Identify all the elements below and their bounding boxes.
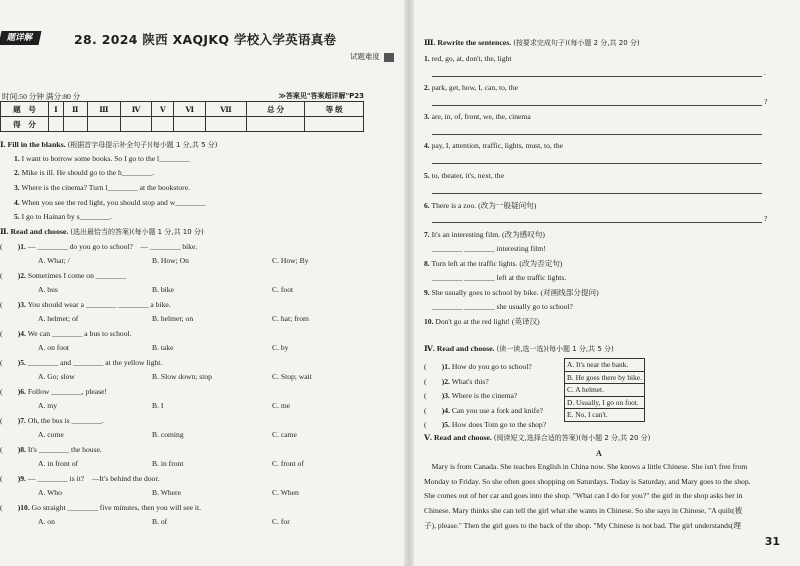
match-answer-row <box>565 384 645 397</box>
item-number: 6. <box>424 201 430 210</box>
match-question <box>424 376 489 387</box>
score-entry[interactable] <box>49 117 64 132</box>
mcq-question <box>0 502 201 513</box>
item-number: 2. <box>14 168 20 177</box>
answer-line[interactable] <box>432 193 762 194</box>
mcq-question <box>0 241 197 252</box>
passage-label: A <box>596 449 602 458</box>
mcq-question <box>0 415 104 426</box>
fill-item-2 <box>14 168 154 177</box>
answer-paren[interactable]: ( <box>0 503 18 512</box>
item-number: 2. <box>424 83 430 92</box>
item-text: to, theater, it's, next, the <box>431 171 504 180</box>
item-text: are, in, of, front, we, the, cinema <box>431 112 531 121</box>
mcq-option-a[interactable]: A. on <box>38 517 55 526</box>
item-number: )4. <box>441 405 450 415</box>
answer-paren[interactable]: ( <box>0 387 18 396</box>
answer-paren[interactable]: ( <box>0 271 18 280</box>
mcq-option-c[interactable]: C. by <box>272 343 289 352</box>
mcq-question <box>0 473 159 484</box>
item-text: Where is the cinema? Turn l________ at the bookstore. <box>21 183 190 192</box>
item-number: )5. <box>17 358 26 367</box>
answer-paren[interactable]: ( <box>0 416 18 425</box>
passage-line: Chinese. Mary thinks she can tell the girl what she wants in Chinese. So she says in Chinese, "A quilt(被 <box>424 506 743 516</box>
item-text: How do you go to school? <box>451 362 532 371</box>
answer-paren[interactable]: ( <box>424 405 442 415</box>
item-text: I go to Hainan by s________. <box>21 212 112 221</box>
answer-paren[interactable]: ( <box>424 420 442 430</box>
item-text: Mike is ill. He should go to the h________. <box>21 168 155 177</box>
item-number: 5. <box>14 212 20 221</box>
sentence-end-mark: ? <box>764 97 768 106</box>
mcq-option-c[interactable]: C. Stop; wait <box>272 372 312 381</box>
mcq-option-b[interactable]: B. take <box>152 343 174 352</box>
sentence-end-mark: . <box>764 68 766 77</box>
section-1-title: Ⅰ. Fill in the blanks. <box>0 140 66 149</box>
section-2-title: Ⅱ. Read and choose. <box>0 227 69 236</box>
score-table-score-row <box>1 117 364 132</box>
section-2-heading <box>0 227 204 237</box>
item-text: What's this? <box>451 376 489 386</box>
answer-paren[interactable]: ( <box>0 329 18 338</box>
match-question <box>424 405 543 416</box>
time-limit: 时间:50 分钟 <box>2 92 44 101</box>
match-answer: B. He goes there by bike. <box>565 371 645 384</box>
score-entry[interactable] <box>205 117 246 132</box>
item-text: Sometimes I come on ________ <box>27 271 127 280</box>
mcq-option-b[interactable]: B. bike <box>152 285 174 294</box>
match-question <box>424 419 546 430</box>
item-number: )4. <box>17 329 26 338</box>
answer-paren[interactable]: ( <box>0 242 18 251</box>
mcq-question <box>0 357 162 368</box>
item-text: — ________ is it? —It's behind the door. <box>27 474 160 483</box>
rewrite-item <box>424 287 599 298</box>
item-number: )1. <box>17 242 26 251</box>
rewrite-item <box>424 83 518 92</box>
mcq-option-b[interactable]: B. in front <box>152 459 184 468</box>
mcq-option-a[interactable]: A. come <box>38 430 64 439</box>
score-entry[interactable] <box>87 117 120 132</box>
section-5-instructions: (阅读短文,选择合适的答案)(每小题 2 分,共 20 分) <box>493 434 651 442</box>
item-number: 3. <box>424 112 430 121</box>
score-row-label: 得 分 <box>1 117 49 132</box>
item-text: She usually goes to school by bike. (对画线部分提问) <box>431 288 599 297</box>
brand-logo: 题详解 <box>0 31 41 45</box>
reading-passage <box>424 460 780 534</box>
answer-paren[interactable]: ( <box>0 474 18 483</box>
mcq-option-c[interactable]: C. hat; from <box>272 314 309 323</box>
fill-item-5 <box>14 212 112 221</box>
mcq-option-b[interactable]: B. Where <box>152 488 181 497</box>
mcq-option-c[interactable]: C. When <box>272 488 299 497</box>
item-number: )7. <box>17 416 26 425</box>
item-number: )3. <box>17 300 26 309</box>
answer-line[interactable] <box>432 222 762 223</box>
item-text: Go straight ________ five minutes, then you will see it. <box>31 503 202 512</box>
section-1-instructions: (根据首字母提示补全句子)(每小题 1 分,共 5 分) <box>67 141 218 149</box>
score-entry[interactable] <box>246 117 305 132</box>
score-entry[interactable] <box>152 117 174 132</box>
score-cell: Ⅵ <box>174 102 206 117</box>
passage-line: Mary is from Canada. She teaches English in China now. She knows a little Chinese. She isn't free from <box>424 462 748 471</box>
score-table-header-row <box>1 102 364 117</box>
item-text: red, go, at, don't, the, light <box>431 54 512 63</box>
item-text: Oh, the bus is ________. <box>27 416 104 425</box>
answer-reference: ≫答案见"答案超详解"P23 <box>278 92 364 100</box>
match-answer: A. It's near the bank. <box>565 359 645 372</box>
passage-line: Monday to Friday. So she often goes shopping on Saturdays. Today is Saturday, and Mary goes to the shop. <box>424 476 751 486</box>
mcq-option-a[interactable]: A. bus <box>38 285 58 294</box>
mcq-option-b[interactable]: B. of <box>152 517 168 526</box>
rewrite-blank-sentence[interactable]: ________ ________ she usually go to school? <box>432 302 573 311</box>
item-text: You should wear a ________ ________ a bike. <box>27 300 171 309</box>
match-answer: E. No, I can't. <box>565 409 645 422</box>
item-text: When you see the red light, you should stop and w________ <box>21 198 206 207</box>
score-entry[interactable] <box>120 117 151 132</box>
mcq-option-b[interactable]: B. helmet; on <box>152 314 194 323</box>
answer-line[interactable] <box>432 105 762 106</box>
section-4-instructions: (读一读,选一选)(每小题 1 分,共 5 分) <box>496 345 614 353</box>
score-cell: Ⅶ <box>205 102 246 117</box>
score-cell: Ⅴ <box>152 102 174 117</box>
match-answer: D. Usually, I go on foot. <box>565 396 645 409</box>
answer-paren[interactable]: ( <box>424 391 442 401</box>
mcq-option-a[interactable]: A. Who <box>38 488 62 497</box>
score-cell: Ⅰ <box>49 102 64 117</box>
item-text: Can you use a fork and knife? <box>451 405 543 415</box>
answer-paren[interactable]: ( <box>0 445 18 454</box>
mcq-option-a[interactable]: A. on foot <box>38 343 70 352</box>
difficulty-label: 试题难度 <box>350 52 380 61</box>
score-cell: Ⅲ <box>87 102 120 117</box>
difficulty-icon <box>384 53 394 62</box>
mcq-option-b[interactable]: B. I <box>152 401 164 410</box>
mcq-question <box>0 270 126 281</box>
passage-line: 子), please." Then the girl goes to the back of the shop. "My Chinese is not bad. The girl understands(理 <box>424 520 741 530</box>
mcq-option-c[interactable]: C. me <box>272 401 291 410</box>
item-number: )10. <box>17 503 30 512</box>
item-number: 7. <box>424 230 430 239</box>
passage-line: She comes out of her car and goes into the shop. "What can I do for you?" the girl in the shop asks her in <box>424 491 743 501</box>
section-5-heading <box>424 433 650 443</box>
match-question <box>424 361 532 372</box>
item-number: )9. <box>17 474 26 483</box>
item-number: )1. <box>441 362 450 371</box>
score-entry[interactable] <box>305 117 364 132</box>
mcq-option-b[interactable]: B. How; On <box>152 256 189 265</box>
mcq-option-b[interactable]: B. coming <box>152 430 184 439</box>
item-number: )6. <box>17 387 26 396</box>
item-text: It's an interesting film. (改为感叹句) <box>431 230 545 239</box>
item-text: — ________ do you go to school? — ________ bike. <box>27 242 198 251</box>
item-text: It's ________ the house. <box>27 445 102 454</box>
item-text: Where is the cinema? <box>451 391 518 401</box>
item-number: 1. <box>14 154 20 163</box>
score-cell: 总 分 <box>246 102 305 117</box>
match-answer-row <box>565 359 645 372</box>
answer-paren[interactable]: ( <box>0 358 18 367</box>
rewrite-item <box>424 141 563 150</box>
score-cell: 题 号 <box>1 102 49 117</box>
fill-item-3 <box>14 183 190 192</box>
section-3-title: Ⅲ. Rewrite the sentences. <box>424 38 512 47</box>
match-question <box>424 390 517 401</box>
item-text: There is a zoo. (改为一般疑问句) <box>431 201 537 210</box>
fill-item-4 <box>14 198 206 207</box>
item-number: 8. <box>424 259 430 268</box>
item-number: 4. <box>14 198 20 207</box>
mcq-option-a[interactable]: A. Go; slow <box>38 372 75 381</box>
item-number: )8. <box>17 445 26 454</box>
match-answer: C. A helmet. <box>565 384 645 397</box>
mcq-option-a[interactable]: A. helmet; of <box>38 314 79 323</box>
item-text: How does Tom go to the shop? <box>451 420 547 430</box>
page-spine <box>404 0 414 566</box>
item-number: 9. <box>424 288 430 297</box>
match-answer-row <box>565 371 645 384</box>
mcq-question <box>0 444 102 455</box>
mcq-option-c[interactable]: C. for <box>272 517 290 526</box>
rewrite-item <box>424 316 540 327</box>
item-number: 1. <box>424 54 430 63</box>
rewrite-item <box>424 200 536 211</box>
rewrite-item <box>424 54 511 63</box>
match-answer-table <box>564 358 645 422</box>
rewrite-item <box>424 112 531 121</box>
score-cell: Ⅱ <box>63 102 87 117</box>
score-cell: 等 级 <box>305 102 364 117</box>
item-text: I want to borrow some books. So I go to the l________ <box>21 154 190 163</box>
item-text: Don't go at the red light! (英译汉) <box>435 317 540 326</box>
page-number: 31 <box>764 535 780 548</box>
sentence-end-mark: ? <box>764 214 768 223</box>
mcq-option-a[interactable]: A. my <box>38 401 57 410</box>
mcq-option-b[interactable]: B. Slow down; stop <box>152 372 212 381</box>
page-title: 28. 2024 陕西 XAQJKQ 学校入学英语真卷 <box>74 32 337 47</box>
item-number: )2. <box>441 376 450 386</box>
item-text: ________ and ________ at the yellow light. <box>27 358 163 367</box>
mcq-option-c[interactable]: C. front of <box>272 459 304 468</box>
item-number: 4. <box>424 141 430 150</box>
item-number: )3. <box>441 391 450 401</box>
rewrite-item <box>424 171 504 180</box>
mcq-option-a[interactable]: A. in front of <box>38 459 79 468</box>
difficulty-rating <box>350 51 394 62</box>
mcq-option-c[interactable]: C. foot <box>272 285 294 294</box>
score-entry[interactable] <box>174 117 206 132</box>
mcq-option-a[interactable]: A. What; / <box>38 256 70 265</box>
item-text: We can ________ a bus to school. <box>27 329 132 338</box>
item-number: )5. <box>441 420 450 430</box>
score-cell: Ⅳ <box>120 102 151 117</box>
mcq-question <box>0 386 107 397</box>
rewrite-blank-sentence[interactable]: ________ ________ left at the traffic lights. <box>432 273 567 282</box>
match-answer-row <box>565 396 645 409</box>
mcq-option-c[interactable]: C. How; By <box>272 256 309 265</box>
rewrite-blank-sentence[interactable]: ________ ________ interesting film! <box>432 244 546 253</box>
item-text: park, get, how, I, can, to, the <box>431 83 518 92</box>
mcq-question <box>0 328 132 339</box>
answer-line[interactable] <box>432 76 762 77</box>
full-score: 满分:80 分 <box>45 92 81 101</box>
section-4-title: Ⅳ. Read and choose. <box>424 344 495 353</box>
match-answer-row <box>565 409 645 422</box>
score-entry[interactable] <box>63 117 87 132</box>
rewrite-item <box>424 229 545 240</box>
item-number: )2. <box>17 271 26 280</box>
item-number: 10. <box>424 317 434 326</box>
item-text: Follow ________, please! <box>27 387 107 396</box>
score-table <box>0 101 364 132</box>
item-text: pay, I, attention, traffic, lights, must, to, the <box>431 141 563 150</box>
section-2-instructions: (选出最恰当的答案)(每小题 1 分,共 10 分) <box>70 228 204 236</box>
section-3-heading <box>424 38 640 48</box>
item-text: Turn left at the traffic lights. (改为否定句) <box>431 259 563 268</box>
section-4-heading <box>424 344 614 354</box>
item-number: 3. <box>14 183 20 192</box>
answer-line[interactable] <box>432 134 762 135</box>
section-5-title: Ⅴ. Read and choose. <box>424 433 492 442</box>
mcq-option-c[interactable]: C. came <box>272 430 297 439</box>
mcq-question <box>0 299 171 310</box>
answer-paren[interactable]: ( <box>0 300 18 309</box>
fill-item-1 <box>14 154 190 163</box>
answer-paren[interactable]: ( <box>424 376 442 386</box>
item-number: 5. <box>424 171 430 180</box>
rewrite-item <box>424 258 562 269</box>
answer-line[interactable] <box>432 163 762 164</box>
answer-paren[interactable]: ( <box>424 362 442 371</box>
section-1-heading <box>0 140 218 150</box>
section-3-instructions: (按要求完成句子)(每小题 2 分,共 20 分) <box>513 39 640 47</box>
